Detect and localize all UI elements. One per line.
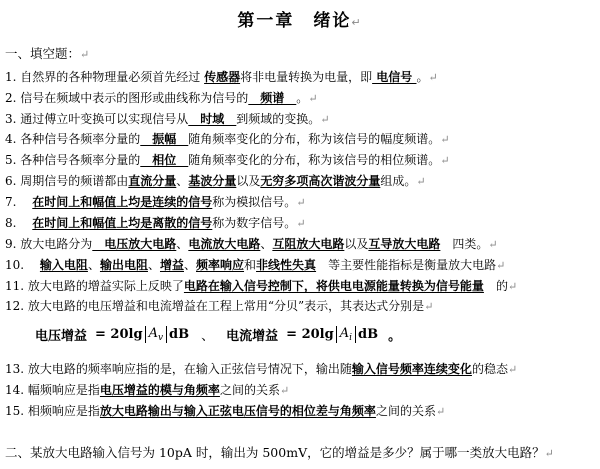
voltage-gain-label: 电压增益 bbox=[35, 329, 88, 344]
paragraph-mark: ↵ bbox=[507, 280, 518, 293]
question-text: 放大电路的频率响应指的是，在输入正弦信号情况下，输出随 bbox=[27, 362, 352, 376]
question-number: 3. bbox=[5, 112, 21, 126]
question-text: 等主要性能指标是衡量放大电路 bbox=[316, 258, 497, 272]
question-text: 称为数字信号。 bbox=[212, 216, 297, 230]
question-number: 2. bbox=[5, 91, 21, 105]
question-text: 以及 bbox=[236, 174, 261, 188]
question-number: 10. bbox=[5, 258, 28, 272]
paragraph-mark: ↵ bbox=[320, 113, 330, 126]
question-item bbox=[5, 153, 450, 168]
question-text: 之间的关系 bbox=[375, 404, 436, 418]
answer-text: 频率响应 bbox=[196, 258, 245, 272]
answer-text: 在时间上和幅值上均是离散的信号 bbox=[32, 216, 213, 230]
paragraph-mark: ↵ bbox=[428, 71, 438, 84]
answer-text: 输入电阻 bbox=[39, 258, 88, 272]
chapter-title: 第一章 绪论↵ bbox=[237, 11, 363, 31]
answer-text: 非线性失真 bbox=[256, 258, 317, 272]
answer-text: 直流分量 bbox=[128, 174, 177, 188]
answer-text: 输入信号频率连续变化 bbox=[351, 362, 472, 376]
question-number: 7. bbox=[5, 195, 21, 209]
paragraph-mark: ↵ bbox=[440, 154, 450, 167]
answer-text: 电压放大电路 bbox=[92, 237, 177, 251]
question-text: 通过傅立叶变换可以实现信号从 bbox=[20, 112, 189, 126]
question-number: 8. bbox=[5, 216, 21, 230]
question-item bbox=[5, 299, 433, 314]
question-item bbox=[5, 91, 318, 106]
question-item bbox=[5, 362, 517, 377]
paragraph-mark: ↵ bbox=[308, 92, 318, 105]
answer-text: 频谱 bbox=[248, 91, 297, 105]
question-item bbox=[5, 237, 498, 252]
question-text: 的稳态 bbox=[471, 362, 508, 376]
answer-text: 电压增益的模与角频率 bbox=[99, 383, 220, 397]
paragraph-mark: ↵ bbox=[488, 238, 498, 251]
answer-text: 传感器 bbox=[204, 70, 241, 84]
current-gain-equation: = 20lg bbox=[286, 327, 334, 342]
question-text: 、 bbox=[176, 174, 189, 188]
question-item bbox=[5, 132, 450, 147]
question-item bbox=[5, 216, 306, 231]
question-text: 各种信号各频率分量的 bbox=[20, 153, 141, 167]
answer-text: 互导放大电路 bbox=[368, 237, 441, 251]
question-text: 幅频响应是指 bbox=[27, 383, 100, 397]
question-text: 放大电路的电压增益和电流增益在工程上常用“分贝”表示，其表达式分别是 bbox=[27, 299, 425, 313]
question-item bbox=[5, 195, 306, 210]
question-item bbox=[5, 174, 426, 189]
answer-text: 无穷多项高次谐波分量 bbox=[260, 174, 381, 188]
question-number: 14. bbox=[5, 383, 28, 397]
question-text: 。 bbox=[296, 91, 309, 105]
question-text: 和 bbox=[244, 258, 257, 272]
paragraph-mark: ↵ bbox=[296, 217, 306, 230]
question-text: 四类。 bbox=[440, 237, 489, 251]
current-gain-unit: dB bbox=[357, 327, 379, 342]
question-text: 、 bbox=[176, 237, 189, 251]
section-fill-in-blank-heading: 一、填空题：↵ bbox=[5, 46, 90, 61]
answer-text: 振幅 bbox=[140, 132, 189, 146]
answer-text: 输出电阻 bbox=[99, 258, 148, 272]
question-text: 放大电路的增益实际上反映了 bbox=[27, 279, 184, 293]
question-item bbox=[5, 70, 438, 85]
question-text: 的 bbox=[483, 279, 508, 293]
paragraph-mark: ↵ bbox=[496, 259, 506, 272]
question-number: 9. bbox=[5, 237, 21, 251]
question-number: 6. bbox=[5, 174, 21, 188]
answer-text: 增益 bbox=[159, 258, 184, 272]
question-item bbox=[5, 258, 505, 273]
formula-end: 。 bbox=[388, 329, 402, 344]
answer-text: 相位 bbox=[140, 153, 189, 167]
paragraph-mark: ↵ bbox=[435, 405, 446, 418]
question-text: 放大电路分为 bbox=[20, 237, 93, 251]
current-gain-abs: $A_i$ bbox=[336, 326, 356, 343]
answer-text: 电流放大电路 bbox=[188, 237, 261, 251]
question-number: 1. bbox=[5, 70, 21, 84]
voltage-gain-equation: = 20lg bbox=[95, 327, 143, 342]
paragraph-mark: ↵ bbox=[296, 196, 306, 209]
question-item bbox=[5, 404, 445, 419]
question-text: 各种信号各频率分量的 bbox=[20, 132, 141, 146]
question-text: 将非电量转换为电量，即 bbox=[240, 70, 373, 84]
formula-separator: 、 bbox=[201, 329, 215, 344]
question-number: 13. bbox=[5, 362, 28, 376]
paragraph-mark: ↵ bbox=[416, 175, 426, 188]
question-text: 之间的关系 bbox=[219, 383, 280, 397]
question-text: 、 bbox=[87, 258, 100, 272]
voltage-gain-abs: $A_v$ bbox=[145, 326, 167, 343]
question-item bbox=[5, 112, 330, 127]
question-item bbox=[5, 383, 289, 398]
question-text: 、 bbox=[184, 258, 197, 272]
question-text: 随角频率变化的分布，称为该信号的相位频谱。 bbox=[188, 153, 441, 167]
paragraph-mark: ↵ bbox=[507, 363, 518, 376]
paragraph-mark: ↵ bbox=[279, 384, 290, 397]
answer-text: 时域 bbox=[188, 112, 237, 126]
current-gain-label: 电流增益 bbox=[226, 329, 279, 344]
paragraph-mark: ↵ bbox=[440, 133, 450, 146]
question-text: 相频响应是指 bbox=[27, 404, 100, 418]
question-number: 11. bbox=[5, 279, 28, 293]
question-number: 15. bbox=[5, 404, 28, 418]
question-text bbox=[28, 258, 40, 272]
gain-formula bbox=[35, 325, 401, 344]
question-text: 自然界的各种物理量必须首先经过 bbox=[20, 70, 205, 84]
question-text: 、 bbox=[147, 258, 160, 272]
question-text: 、 bbox=[260, 237, 273, 251]
section-two-question: 二、某放大电路输入信号为 10pA 时，输出为 500mV，它的增益是多少？属于哪一类放大电路？↵ bbox=[5, 445, 554, 460]
voltage-gain-unit: dB bbox=[169, 327, 190, 342]
answer-text: 在时间上和幅值上均是连续的信号 bbox=[32, 195, 213, 209]
question-text bbox=[20, 195, 32, 209]
question-text: 组成。 bbox=[380, 174, 417, 188]
paragraph-mark: ↵ bbox=[424, 300, 434, 313]
question-text: 随角频率变化的分布，称为该信号的幅度频谱。 bbox=[188, 132, 441, 146]
question-text: 到频域的变换。 bbox=[236, 112, 321, 126]
answer-text: 基波分量 bbox=[188, 174, 237, 188]
answer-text: 放大电路输出与输入正弦电压信号的相位差与角频率 bbox=[99, 404, 376, 418]
answer-text: 电信号 bbox=[372, 70, 417, 84]
answer-text: 电路在输入信号控制下，将供电电源能量转换为信号能量 bbox=[183, 279, 484, 293]
question-text: 。 bbox=[416, 70, 429, 84]
question-text: 信号在频域中表示的图形或曲线称为信号的 bbox=[20, 91, 249, 105]
question-number: 4. bbox=[5, 132, 21, 146]
answer-text: 互阻放大电路 bbox=[272, 237, 345, 251]
question-number: 5. bbox=[5, 153, 21, 167]
question-number: 12. bbox=[5, 299, 28, 313]
question-item bbox=[5, 279, 517, 294]
question-text: 周期信号的频谱都由 bbox=[20, 174, 129, 188]
question-text bbox=[20, 216, 32, 230]
question-text: 以及 bbox=[344, 237, 369, 251]
question-text: 称为模拟信号。 bbox=[212, 195, 297, 209]
